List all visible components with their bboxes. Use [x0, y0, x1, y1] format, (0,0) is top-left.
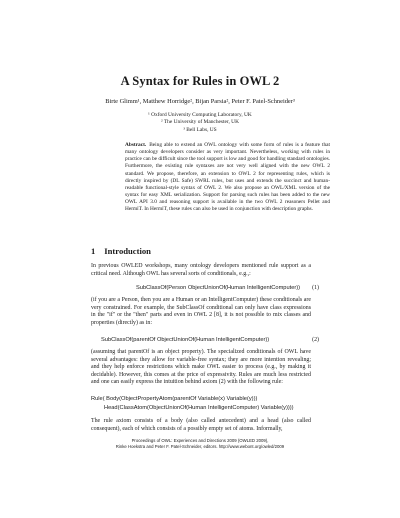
rule-body-line: Rule( Body(ObjectPropertyAtom(parentOf Variable(x) Variable(y))) [91, 396, 258, 402]
abstract-text: Being able to extend an OWL ontology with some form of rules is a feature that many ontology developers consider as very important. Nevertheless, working with rules in practice can be difficult since the tool support is low and good for handling standard ontologies. Furthermore, the existing rule syntaxes are not very well aligned with the new OWL 2 standard. We propose, therefore, an extension to OWL 2 for representing rules, which is directly inspired by (DL Safe) SWRL rules, but uses and extends the succinct and human-readable functional-style syntax of OWL 2. We also propose an OWL/XML version of the syntax for easy XML serialization. Support for parsing such rules has been added to the new OWL API 3.0 and reasoning support is available in the two OWL 2 reasoners Pellet and HermiT. In HermiT, these rules can also be used in conjunction with description graphs. [125, 142, 330, 213]
section-title: Introduction [104, 246, 151, 256]
paper-title: A Syntax for Rules in OWL 2 [120, 74, 280, 88]
rule-head-line: Head(ClassAtom(ObjectUnionOf(Human IntelligentComputer) Variable(y)))) [104, 405, 294, 411]
paragraph-3: (assuming that parentOf is an object property). The specialized conditionals of OWL have several advantages: they allow for variable-free syntax; they are more intention revealing; and they help enforce restrictions which make OWL easier to process (e.g., by making it decidable). However, this comes at the price of expressivity. Rules are much less restricted and one can easily express the intuition behind axiom (2) with the following rule: [91, 349, 311, 386]
affiliation-list [0, 112, 400, 134]
paragraph-2: (if you are a Person, then you are a Human or an IntelligentComputer) these conditionals are very constrained. For example, the SubClassOf conditional can only have class expressions in the "if" or the "then" parts and even in OWL 2 [8], it is not possible to mix classes and properties (directly) as in: [91, 297, 311, 326]
abstract [125, 142, 330, 214]
author-list: Birte Glimm¹, Matthew Horridge², Bijan Parsia², Peter F. Patel-Schneider³ [105, 98, 295, 105]
formula-2-expression: SubClassOf(parentOf ObjectUnionOf(Human IntelligentComputer)) [101, 337, 270, 343]
affiliation-2: ² The University of Manchester, UK [161, 119, 239, 126]
formula-2-number: (2) [312, 337, 319, 343]
footer-line-2: Rinke Hoekstra and Peter F. Patel-Schneider, editors. http://www.webont.org/owled/2009 [115, 444, 285, 450]
formula-1-expression: SubClassOf(Person ObjectUnionOf(Human IntelligentComputer)) [136, 285, 301, 291]
formula-1-number: (1) [312, 285, 319, 291]
footer-line-1: Proceedings of OWL: Experiences and Directions 2009 (OWLED 2009), [131, 438, 269, 443]
page-footer [0, 438, 400, 451]
abstract-label: Abstract. [125, 142, 147, 148]
affiliation-3: ³ Bell Labs, US [183, 126, 217, 133]
paragraph-1: In previous OWLED workshops, many ontology developers mentioned rule support as a critical need. Although OWL has several sorts of conditionals, e.g.,: [91, 263, 311, 277]
affiliation-1: ¹ Oxford University Computing Laboratory, UK [148, 112, 252, 118]
paragraph-4: The rule axiom consists of a body (also called antecedent) and a head (also called consequent), each of which consists of a possibly empty set of atoms. Informally, [91, 418, 311, 432]
section-number: 1 [91, 246, 96, 256]
section-heading [91, 246, 151, 256]
